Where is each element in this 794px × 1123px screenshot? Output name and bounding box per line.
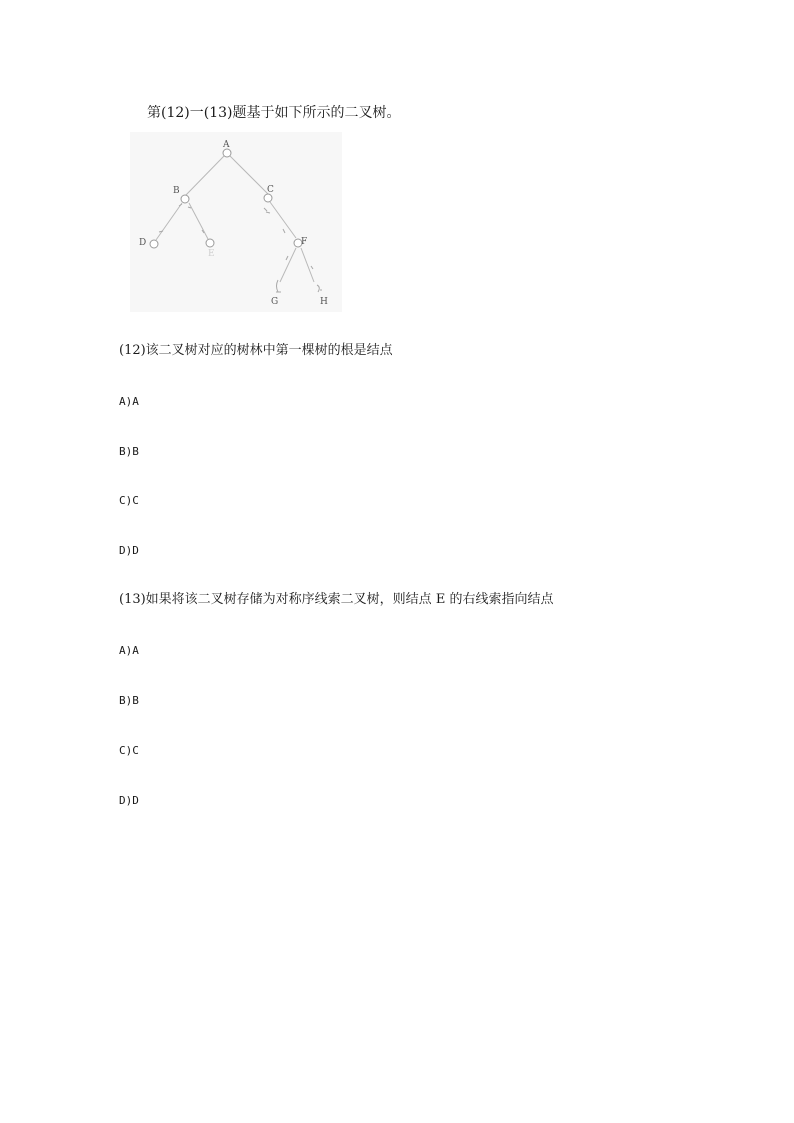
binary-tree-svg [130, 132, 342, 312]
node-label-b: B [173, 186, 180, 196]
edge-mark-d [159, 231, 163, 232]
q13-option-d[interactable]: D)D [119, 794, 139, 807]
node-a [223, 149, 231, 157]
edge-b-d [156, 203, 182, 240]
q12-option-c[interactable]: C)C [119, 494, 139, 507]
node-b [181, 195, 189, 203]
edge-a-b [185, 156, 224, 196]
node-label-d: D [139, 238, 147, 248]
edge-mark-c [264, 208, 270, 213]
edge-mark-g [286, 256, 313, 269]
edge-f-g [280, 248, 296, 282]
node-e [206, 239, 214, 247]
q13-option-b[interactable]: B)B [119, 694, 139, 707]
leaf-h-stub [317, 285, 322, 292]
node-label-a: A [223, 140, 230, 150]
edge-mark-f [283, 229, 285, 233]
edge-b-e [189, 203, 208, 239]
node-label-c: C [267, 185, 274, 195]
edge-a-c [230, 156, 268, 194]
node-label-h: H [320, 297, 328, 307]
q12-option-a[interactable]: A)A [119, 395, 139, 408]
edge-c-f [270, 202, 296, 238]
intro-text: 第(12)一(13)题基于如下所示的二叉树。 [147, 105, 401, 121]
node-label-e: E [208, 249, 215, 259]
node-label-f: F [301, 237, 308, 247]
q13-option-a[interactable]: A)A [119, 644, 139, 657]
node-d [150, 240, 158, 248]
binary-tree-figure [130, 132, 342, 312]
q13-option-c[interactable]: C)C [119, 744, 139, 757]
question-13: (13)如果将该二叉树存储为对称序线索二叉树，则结点 E 的右线索指向结点 [119, 592, 554, 607]
edge-f-h [301, 248, 314, 282]
q12-option-b[interactable]: B)B [119, 445, 139, 458]
node-c [264, 194, 272, 202]
question-12: (12)该二叉树对应的树林中第一棵树的根是结点 [119, 343, 393, 358]
node-label-g: G [271, 297, 279, 307]
q12-option-d[interactable]: D)D [119, 544, 139, 557]
edge-mark-b [179, 204, 191, 208]
